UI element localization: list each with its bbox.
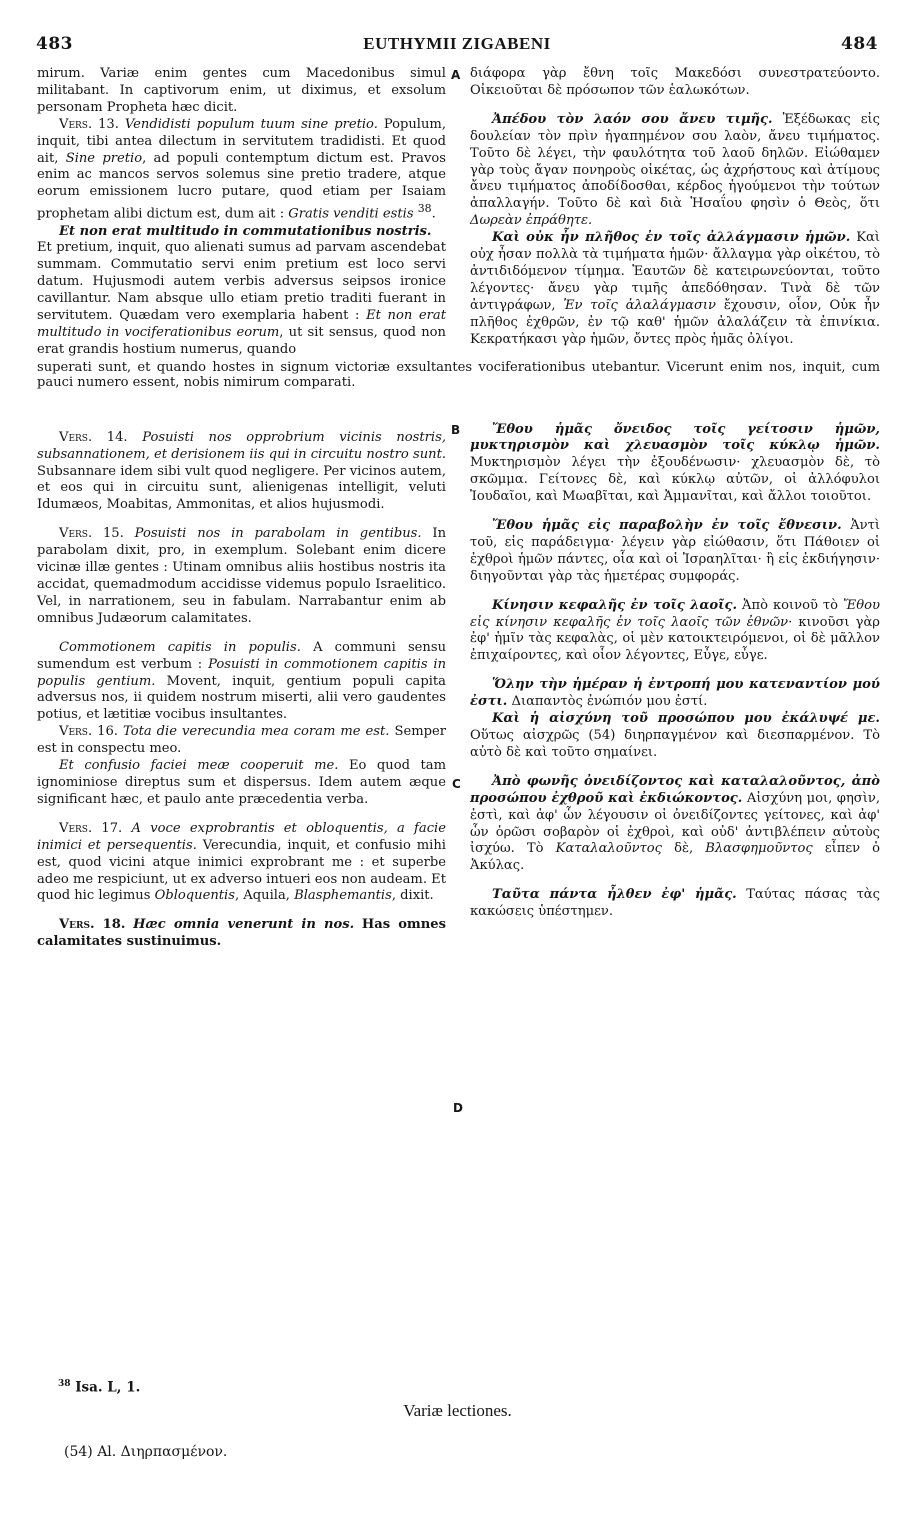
margin-letter-d: D: [453, 1101, 463, 1115]
scripture-citation: Δωρεὰν ἐπράθητε.: [470, 213, 593, 229]
commentary-text: Has omnes calamitates sustinuimus.: [37, 917, 446, 950]
spanning-sentence: superati sunt, et quando hostes in signum victoriæ exsultantes vociferationibus utebantur. Vicerunt enim nos, inquit, cum pauci numero essent, nobis nimirum comparati.: [37, 359, 880, 390]
commentary-text: Αἰσχύνη μοι, φησὶν, ἐστὶ, καὶ ἀφ' ὧν λέγουσιν οἱ ὀνειδίζοντες γείτονες, καὶ ἀφ' ὧν ὁρῶσι σοβαρὸν οἱ ἐχθροὶ, καὶ οὐδ' ἀντιβλέπειν αὐτοὺς ἰσχύω. Τὸ: [470, 790, 880, 857]
greek-multitudo: [470, 230, 880, 348]
greek-verse-16: [470, 677, 880, 711]
page-number-right: 484: [841, 34, 878, 54]
commentary-text: Ἀπὸ κοινοῦ τὸ: [742, 597, 839, 613]
verse-lemma: Et confusio faciei meæ cooperuit me.: [59, 758, 339, 774]
commentary-text: Subsannare idem sibi vult quod negligere. Per vicinos autem, et eos qui in circuitu sunt, alienigenas intelligit, veluti Idumæos, Moabitas, Ammonitas, et alios hujusmodi.: [37, 463, 446, 513]
variant-reading: Ἐν τοῖς ἀλαλάγμασιν: [563, 297, 717, 313]
latin-lemma-multitudo: [37, 224, 446, 241]
variae-lectiones-heading: Variæ lectiones.: [403, 1401, 512, 1420]
latin-verse-16: [37, 724, 446, 758]
footnote: [58, 1379, 140, 1396]
greek-verse-17: [470, 774, 880, 875]
verse-ref: Vers. 15.: [59, 526, 124, 542]
latin-column: [37, 66, 446, 951]
verse-ref: Vers. 14.: [59, 429, 128, 445]
verse-lemma: Καὶ ἡ αἰσχύνη τοῦ προσώπου μου ἐκάλυψέ με.: [492, 711, 880, 727]
verse-ref: Vers. 16.: [59, 724, 118, 740]
commentary-text: Διαπαντὸς ἐνώπιόν μου ἐστί.: [511, 694, 708, 710]
commentary-text: Ἐξέδωκας εἰς δουλείαν τὸν πρὶν ἠγαπημένον σου λαὸν, ἄνευ τιμήματος. Τοῦτο δὲ λέγει, τὴν φαυλότητα τοῦ λαοῦ δηλῶν. Εἰώθαμεν γὰρ τοὺς ἄγαν πονηροὺς οἰκέτας, ὡς ἀχρήστους καὶ ἀτίμους ἄνευ τιμήματος ἀποδίδοσθαι, κέρδος ἡγούμενοι τὴν τούτων ἀπαλλαγήν. Τοῦτο δὲ καὶ διὰ Ἡσαΐου φησὶν ὁ Θεὸς, ὅτι: [470, 111, 880, 212]
footnote-reference: Isa. L, 1.: [75, 1379, 141, 1396]
commentary-text: Movent, inquit, gentium populi capita adversus nos, ii quidem nostrum miserti, alii vero gaudentes potius, et lætitiæ vocibus insultantes.: [37, 673, 446, 723]
commentary-text: Eo quod tam ignominiose direptus sum et dispersus. Idem autem æque significant hæc, et paulo ante præcedentia verba.: [37, 758, 446, 807]
commentary-text: Καὶ οὐχ ἦσαν πολλὰ τὰ τιμήματα ἡμῶν· ἄλλαγμα γὰρ οἰκέτου, τὸ ἀντιδιδόμενον τίμημα. Ἑαυτῶν δὲ κατειρωνεύονται, τοῦτο λέγοντες· ἄνευ γὰρ τιμῆς ἀπεδόθησαν. Τινὰ δὲ τῶν ἀντιγράφων,: [470, 230, 880, 313]
quoted-word: Βλασφημοῦντος: [705, 841, 813, 857]
page-header: [36, 34, 878, 56]
latin-confusio: [37, 758, 446, 809]
latin-verse-17: [37, 821, 446, 906]
verse-ref: Vers. 17.: [59, 820, 123, 836]
greek-verse-13: [470, 112, 880, 230]
footnote-marker: 38: [417, 202, 432, 216]
commentary-text: Populum, inquit, tibi antea dilectum in servitutem tradidisti. Et quod ait,: [37, 116, 447, 166]
commentary-text: , Aquila,: [234, 888, 290, 904]
verse-lemma: Posuisti nos in parabolam in gentibus.: [134, 526, 422, 542]
verse-lemma: Ὅλην τὴν ἡμέραν ἡ ἐντροπή μου κατεναντίον μού ἐστι.: [470, 677, 880, 710]
greek-verse-15: [470, 518, 880, 586]
verse-lemma: Καὶ οὐκ ἦν πλῆθος ἐν τοῖς ἀλλάγμασιν ἡμῶν.: [492, 230, 851, 246]
verse-ref: Vers. 13.: [59, 116, 119, 132]
running-title: EUTHYMII ZIGABENI: [363, 34, 551, 53]
commentary-text: Μυκτηρισμὸν λέγει τὴν ἐξουδένωσιν· χλευασμὸν δὲ, τὸ σκῶμμα. Γείτονες δὲ, καὶ κύκλῳ αὐτῶν, οἱ ἀλλόφυλοι Ἰουδαῖοι, καὶ Μωαβῖται, καὶ Ἀμμανῖται, καὶ ἄλλοι τοιοῦτοι.: [470, 455, 880, 505]
greek-aischyne: [470, 711, 880, 762]
verse-ref: Vers. 18.: [59, 917, 126, 933]
scripture-citation: Posuisti in commotionem capitis in populis gentium.: [37, 656, 446, 689]
verse-lemma: Commotionem capitis in populis.: [59, 639, 301, 655]
greek-opening-paragraph: διάφορα γὰρ ἔθνη τοῖς Μακεδόσι συνεστρατεύοντο. Οἰκειοῦται δὲ πρόσωπον τῶν ἑαλωκότων.: [470, 66, 880, 98]
commentary-text: δὲ,: [674, 841, 694, 857]
commentary-text: A communi sensu sumendum est verbum :: [37, 639, 447, 672]
verse-lemma: Ἀπέδου τὸν λαόν σου ἄνευ τιμῆς.: [492, 111, 773, 127]
latin-commentary-pretium: [37, 240, 446, 358]
commentary-text: , dixit.: [391, 888, 434, 904]
verse-lemma: Et non erat multitudo in commutationibus nostris.: [59, 223, 432, 239]
footnote-number: 38: [58, 1379, 71, 1389]
greek-column: [470, 66, 880, 921]
latin-verse-15: [37, 526, 446, 627]
verse-lemma: Ἀπὸ φωνῆς ὀνειδίζοντος καὶ καταλαλοῦντος, ἀπὸ προσώπου ἐχθροῦ καὶ ἐκδιώκοντος.: [470, 773, 880, 806]
commentary-text: εἶπεν ὁ Ἀκύλας.: [470, 841, 881, 874]
commentary-text: In parabolam dixit, pro, in exemplum. Solebant enim dicere vicinæ illæ gentes : Utinam omnibus aliis hostibus nostris ita accidat, quemadmodum accidisse videmus populo Israelitico. Vel, in narrationem, seu in fabulam. Narrabantur enim ab omnibus Judæorum calamitates.: [37, 526, 446, 626]
commentary-text: , ut sit sensus, quod non erat grandis hostium numerus, quando: [37, 324, 446, 357]
commentary-text: Et pretium, inquit, quo alienati sumus ad parvam ascendebat summam. Commutatio servi enim pretium est loco servi datum. Hujusmodi autem verbis adversus seipsos ironice cavillantur. Nam absque ullo etiam pretio traditi fuerant in servitutem. Quædam vero exemplaria habent :: [37, 240, 446, 324]
greek-verse-14: [470, 422, 880, 507]
latin-verse-14: [37, 430, 446, 515]
quoted-phrase: Sine pretio: [65, 150, 143, 166]
quoted-word: Blasphemantis: [294, 888, 392, 904]
commentary-text: κινοῦσι γὰρ ἐφ' ἡμῖν τὰς κεφαλὰς, οἱ μὲν κατοικτειρόμενοι, οἱ δὲ μᾶλλον ἐπιχαίροντες, καὶ οἷον λέγοντες, Εὖγε, εὖγε.: [470, 614, 880, 664]
commentary-text: Ταύτας πάσας τὰς κακώσεις ὑπέστημεν.: [470, 887, 880, 920]
latin-verse-18: [37, 917, 446, 951]
greek-kinesis: [470, 598, 880, 666]
commentary-text: Οὕτως αἰσχρῶς (54) διηρπαγμένον καὶ διεσπαρμένον. Τὸ αὐτὸ δὲ καὶ τοῦτο σημαίνει.: [470, 728, 880, 760]
quoted-word: Καταλαλοῦντος: [555, 841, 662, 857]
verse-lemma: Ἔθου ἡμᾶς ὄνειδος τοῖς γείτοσιν ἡμῶν, μυκτηρισμὸν καὶ χλευασμὸν τοῖς κύκλῳ ἡμῶν.: [470, 421, 880, 454]
verse-lemma: Posuisti nos opprobrium vicinis nostris, subsannationem, et derisionem iis qui in circuitu nostro sunt.: [37, 429, 446, 462]
quoted-word: Obloquentis: [154, 888, 235, 904]
page-number-left: 483: [36, 34, 73, 54]
variant-reading-note: (54) Al. Διηρπασμένον.: [64, 1444, 228, 1460]
latin-verse-13: Vers. 13. Vendidisti populum tuum sine pretio. Populum, inquit, tibi antea dilectum in servitutem tradidisti. Et quod ait, Sine pretio, ad populi contemptum dictum est. Pravos enim ac mancos servos solemus sine pretio tradere, atque eorum emissionem lucro putare, quod etiam per Isaiam prophetam alibi dictum est, dum ait : Gratis venditi estis $^{38}$.: [37, 116, 447, 222]
greek-verse-18: [470, 887, 880, 921]
commentary-text: , ad populi contemptum dictum est. Pravos enim ac mancos servos solemus sine pretio tradere, atque eorum emissionem lucro putare, quod etiam per Isaiam prophetam alibi dictum est, dum ait :: [37, 150, 446, 222]
variant-reading: Et non erat multitudo in vociferationibus eorum: [37, 308, 446, 340]
latin-commotionem: [37, 640, 446, 725]
verse-lemma: Vendidisti populum tuum sine pretio.: [124, 116, 378, 132]
margin-letter-b: B: [451, 423, 461, 437]
commentary-text: Ἀντὶ τοῦ, εἰς παράδειγμα· λέγειν γὰρ εἰώθασιν, ὅτι Πάθοιεν οἱ ἐχθροὶ ἡμῶν πάντες, οἷα καὶ οἱ Ἰσραηλῖται· ἢ εἰς ἐκδιήγησιν· διηγοῦνται γὰρ τὰς ἡμετέρας συμφοράς.: [470, 518, 880, 584]
verse-lemma: Κίνησιν κεφαλῆς ἐν τοῖς λαοῖς.: [492, 597, 738, 613]
verse-lemma: Tota die verecundia mea coram me est.: [122, 724, 390, 740]
verse-lemma: Hæc omnia venerunt in nos.: [133, 917, 355, 933]
scripture-citation: Gratis venditi estis: [288, 206, 414, 222]
commentary-text: Semper est in conspectu meo.: [37, 724, 446, 757]
scripture-citation: Ἔθου εἰς κίνησιν κεφαλῆς ἐν τοῖς λαοῖς τῶν ἐθνῶν·: [470, 597, 880, 630]
verse-lemma: A voce exprobrantis et obloquentis, a facie inimici et persequentis.: [37, 820, 446, 853]
margin-letter-c: C: [452, 777, 461, 791]
commentary-text: Verecundia, inquit, et confusio mihi est, quod vicini atque inimici exprobrant me : et superbe adeo me respiciunt, ut ex adverso intueri eos non audeam. Et quod hic legimus: [37, 837, 446, 904]
verse-lemma: Ἔθου ἡμᾶς εἰς παραβολὴν ἐν τοῖς ἔθνεσιν.: [492, 518, 842, 534]
latin-opening-paragraph: mirum. Variæ enim gentes cum Macedonibus simul militabant. In captivorum enim, ut diximus, et exsolum personam Propheta hæc dicit.: [37, 66, 446, 115]
verse-lemma: Ταῦτα πάντα ἦλθεν ἐφ' ἡμᾶς.: [492, 887, 737, 903]
commentary-text: ἔχουσιν, οἷον, Οὐκ ἦν πλῆθος ἐχθρῶν, ἐν τῷ καθ' ἡμῶν ἀλαλάζειν τὰ ἐπινίκια. Κεκρατήκασι γὰρ ἡμῶν, ὄντες πρὸς ἡμᾶς ὀλίγοι.: [470, 297, 880, 347]
margin-letter-a: A: [451, 68, 461, 82]
